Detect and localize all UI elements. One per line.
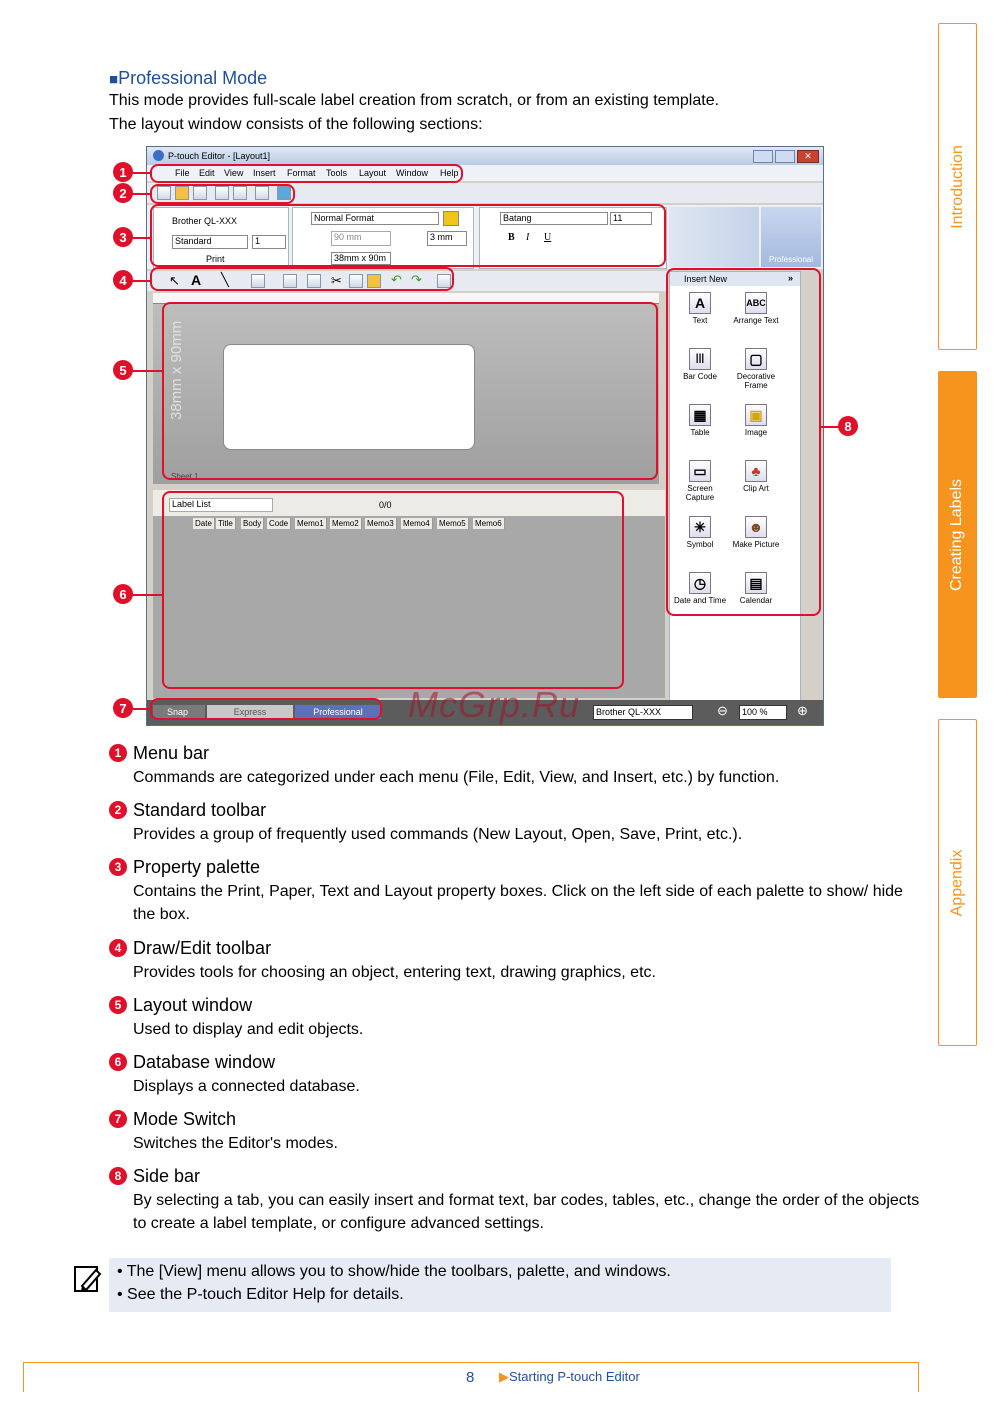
sidebar-item-label: Clip Art — [743, 484, 769, 493]
zoom-select[interactable]: 100 % — [739, 705, 787, 720]
callout-6: 6 — [113, 584, 133, 604]
watermark: McGrp.Ru — [408, 684, 581, 725]
item-title-database-window: Database window — [133, 1052, 276, 1072]
sheet-tab[interactable]: Sheet 1 — [171, 472, 199, 481]
title-bar — [147, 147, 823, 165]
redo-icon[interactable]: ↷ — [411, 272, 422, 287]
callout-line — [130, 708, 150, 710]
sidebar-item-label: Bar Code — [683, 372, 717, 381]
callout-line — [130, 193, 150, 195]
sidebar-title: Insert New — [684, 274, 728, 284]
item-number-7: 7 — [109, 1110, 127, 1128]
sidebar-item-label: Symbol — [686, 540, 714, 549]
copies-input[interactable]: 1 — [252, 235, 286, 249]
print-button[interactable]: Print — [206, 254, 225, 264]
zoom-out-icon[interactable]: ⊖ — [717, 703, 728, 718]
triangle-right-icon: ▶ — [499, 1369, 509, 1384]
printer-name: Brother QL-XXX — [172, 216, 238, 226]
callout-8: 8 — [838, 416, 858, 436]
db-col-date[interactable]: Date — [193, 518, 215, 529]
menu-help[interactable]: Help — [440, 168, 459, 178]
menu-file[interactable]: File — [175, 168, 190, 178]
tab-appendix[interactable] — [938, 719, 977, 1046]
symbol-icon: ✳ — [689, 516, 711, 538]
menu-edit[interactable]: Edit — [199, 168, 215, 178]
db-col-memo5[interactable]: Memo5 — [437, 518, 469, 529]
sidebar-item-label: Date and Time — [673, 596, 727, 605]
decorative-frame-icon: ▢ — [745, 348, 767, 370]
note-line-1: • The [View] menu allows you to show/hide the toolbars, palette, and windows. — [117, 1263, 671, 1280]
bar-code-icon: ||| — [689, 348, 711, 370]
font-size-select[interactable]: 11 — [610, 212, 652, 225]
record-count: 0/0 — [379, 500, 392, 510]
maximize-icon[interactable] — [775, 150, 795, 163]
item-title-draw-edit-toolbar: Draw/Edit toolbar — [133, 938, 272, 958]
palette-banner — [761, 207, 821, 267]
date-time-icon: ◷ — [689, 572, 711, 594]
item-title-standard-toolbar: Standard toolbar — [133, 800, 267, 820]
callout-2: 2 — [113, 183, 133, 203]
item-desc-property-palette: Contains the Print, Paper, Text and Layout property boxes. Click on the left side of each palette to show/ hide the box. — [133, 883, 903, 923]
highlight-mode-switch — [150, 698, 382, 720]
page-number: 8 — [466, 1369, 475, 1386]
clip-art-icon: ♣ — [745, 460, 767, 482]
note-line-2: • See the P-touch Editor Help for details. — [117, 1286, 404, 1303]
callout-7: 7 — [113, 698, 133, 718]
layout-property-tabs[interactable] — [669, 207, 759, 267]
sidebar-item-label: Arrange Text — [733, 316, 779, 325]
item-title-side-bar: Side bar — [133, 1166, 201, 1186]
line-tool-icon[interactable]: ╲ — [221, 272, 229, 287]
window-title: P-touch Editor - [Layout1] — [168, 151, 271, 161]
sidebar-item-label: Table — [690, 428, 710, 437]
image-icon: ▣ — [745, 404, 767, 426]
square-bullet-icon: ■ — [109, 71, 119, 88]
minimize-icon[interactable] — [753, 150, 773, 163]
db-col-code[interactable]: Code — [267, 518, 291, 529]
margin-input[interactable]: 3 mm — [427, 231, 467, 246]
print-mode-select[interactable]: Standard — [172, 235, 248, 249]
callout-5: 5 — [113, 360, 133, 380]
express-mode-button[interactable]: Express — [207, 705, 293, 719]
db-col-memo3[interactable]: Memo3 — [365, 518, 397, 529]
item-number-4: 4 — [109, 939, 127, 957]
italic-button[interactable]: I — [526, 232, 530, 243]
db-col-memo2[interactable]: Memo2 — [330, 518, 362, 529]
section-title-text: Professional Mode — [118, 68, 268, 88]
highlight-property-palette — [150, 204, 666, 267]
tab-appendix-label: Appendix — [948, 849, 966, 916]
highlight-database-window — [162, 491, 624, 689]
db-col-title[interactable]: Title — [216, 518, 236, 529]
font-select[interactable]: Batang — [500, 212, 608, 225]
bold-button[interactable]: B — [508, 232, 515, 243]
screen-capture-icon: ▭ — [689, 460, 711, 482]
item-desc-standard-toolbar: Provides a group of frequently used commands (New Layout, Open, Save, Print, etc.). — [133, 826, 743, 843]
callout-line — [130, 594, 162, 596]
item-title-property-palette: Property palette — [133, 857, 261, 877]
length-input[interactable]: 90 mm — [331, 231, 391, 246]
format-select[interactable]: Normal Format — [311, 212, 439, 225]
db-col-memo1[interactable]: Memo1 — [295, 518, 327, 529]
item-title-mode-switch: Mode Switch — [133, 1109, 237, 1129]
item-number-1: 1 — [109, 744, 127, 762]
item-desc-draw-edit-toolbar: Provides tools for choosing an object, entering text, drawing graphics, etc. — [133, 964, 656, 981]
callout-4: 4 — [113, 270, 133, 290]
sidebar-item-label: Image — [744, 428, 768, 437]
intro-line-2: The layout window consists of the following sections: — [109, 116, 483, 133]
calendar-icon: ▤ — [745, 572, 767, 594]
item-number-6: 6 — [109, 1053, 127, 1071]
menu-view[interactable]: View — [224, 168, 244, 178]
zoom-in-icon[interactable]: ⊕ — [797, 703, 808, 718]
professional-mode-button[interactable]: Professional — [295, 705, 381, 719]
highlight-draw-edit-toolbar — [150, 267, 454, 291]
menu-tools[interactable]: Tools — [326, 168, 348, 178]
highlight-side-bar — [666, 268, 821, 616]
item-number-8: 8 — [109, 1167, 127, 1185]
menu-insert[interactable]: Insert — [253, 168, 276, 178]
db-col-memo4[interactable]: Memo4 — [401, 518, 433, 529]
callout-line — [821, 426, 839, 428]
select-arrow-icon[interactable]: ↖ — [169, 273, 180, 288]
note-pencil-icon — [72, 1264, 102, 1294]
db-col-memo6[interactable]: Memo6 — [473, 518, 505, 529]
db-col-body[interactable]: Body — [241, 518, 264, 529]
callout-1: 1 — [113, 162, 133, 182]
snap-mode-button[interactable]: Snap — [153, 705, 205, 719]
item-number-5: 5 — [109, 996, 127, 1014]
menu-layout[interactable]: Layout — [359, 168, 387, 178]
callout-line — [130, 370, 162, 372]
make-picture-icon: ☻ — [745, 516, 767, 538]
item-desc-side-bar: By selecting a tab, you can easily insert and format text, bar codes, tables, etc., change the order of the objects to create a label template, or configure advanced settings. — [133, 1192, 920, 1232]
callout-line — [130, 280, 150, 282]
tab-creating-labels[interactable] — [938, 371, 977, 698]
item-title-menu-bar: Menu bar — [133, 743, 210, 763]
tab-introduction[interactable] — [938, 23, 977, 350]
sidebar-item-label: Decorative Frame — [736, 372, 776, 390]
section-title — [109, 68, 267, 89]
menu-window[interactable]: Window — [396, 168, 429, 178]
item-desc-mode-switch: Switches the Editor's modes. — [133, 1135, 338, 1152]
arrange-text-icon: ABC — [745, 292, 767, 314]
item-desc-menu-bar: Commands are categorized under each menu (File, Edit, View, and Insert, etc.) by function. — [133, 769, 780, 786]
label-size-text: 38mm x 90mm — [168, 320, 185, 420]
underline-button[interactable]: U — [544, 232, 552, 243]
callout-line — [130, 237, 150, 239]
cut-icon[interactable]: ✂ — [331, 273, 342, 288]
callout-3: 3 — [113, 227, 133, 247]
table-icon: ▦ — [689, 404, 711, 426]
menu-format[interactable]: Format — [287, 168, 316, 178]
text-icon: A — [689, 292, 711, 314]
sidebar-expand-icon[interactable]: » — [788, 273, 794, 283]
intro-line-1: This mode provides full-scale label creation from scratch, or from an existing template. — [109, 92, 720, 109]
tab-creating-labels-label: Creating Labels — [948, 478, 966, 591]
sidebar-item-label: Calendar — [739, 596, 773, 605]
item-title-layout-window: Layout window — [133, 995, 253, 1015]
sidebar-item-label: Screen Capture — [685, 484, 715, 502]
note-box — [109, 1258, 891, 1312]
palette-brand: Professional — [769, 255, 814, 264]
app-icon — [153, 150, 164, 161]
highlight-standard-toolbar — [150, 184, 295, 204]
tab-introduction-label: Introduction — [948, 144, 966, 229]
footer-link[interactable] — [499, 1369, 640, 1385]
media-select[interactable]: 38mm x 90m — [331, 252, 391, 265]
undo-icon[interactable]: ↶ — [391, 272, 402, 287]
sidebar-item-label: Make Picture — [732, 540, 780, 549]
highlight-layout-window — [162, 302, 658, 480]
callout-line — [130, 172, 150, 174]
text-tool-icon[interactable]: A — [191, 272, 202, 288]
printer-select[interactable]: Brother QL-XXX — [593, 705, 693, 720]
item-desc-layout-window: Used to display and edit objects. — [133, 1021, 364, 1038]
footer-link-text[interactable]: Starting P-touch Editor — [509, 1369, 640, 1384]
item-number-3: 3 — [109, 858, 127, 876]
item-desc-database-window: Displays a connected database. — [133, 1078, 360, 1095]
item-number-2: 2 — [109, 801, 127, 819]
sidebar-item-label: Text — [692, 316, 708, 325]
close-icon[interactable]: ✕ — [797, 150, 819, 163]
label-list-select[interactable]: Label List — [169, 498, 273, 512]
highlight-menu-bar — [150, 164, 463, 183]
